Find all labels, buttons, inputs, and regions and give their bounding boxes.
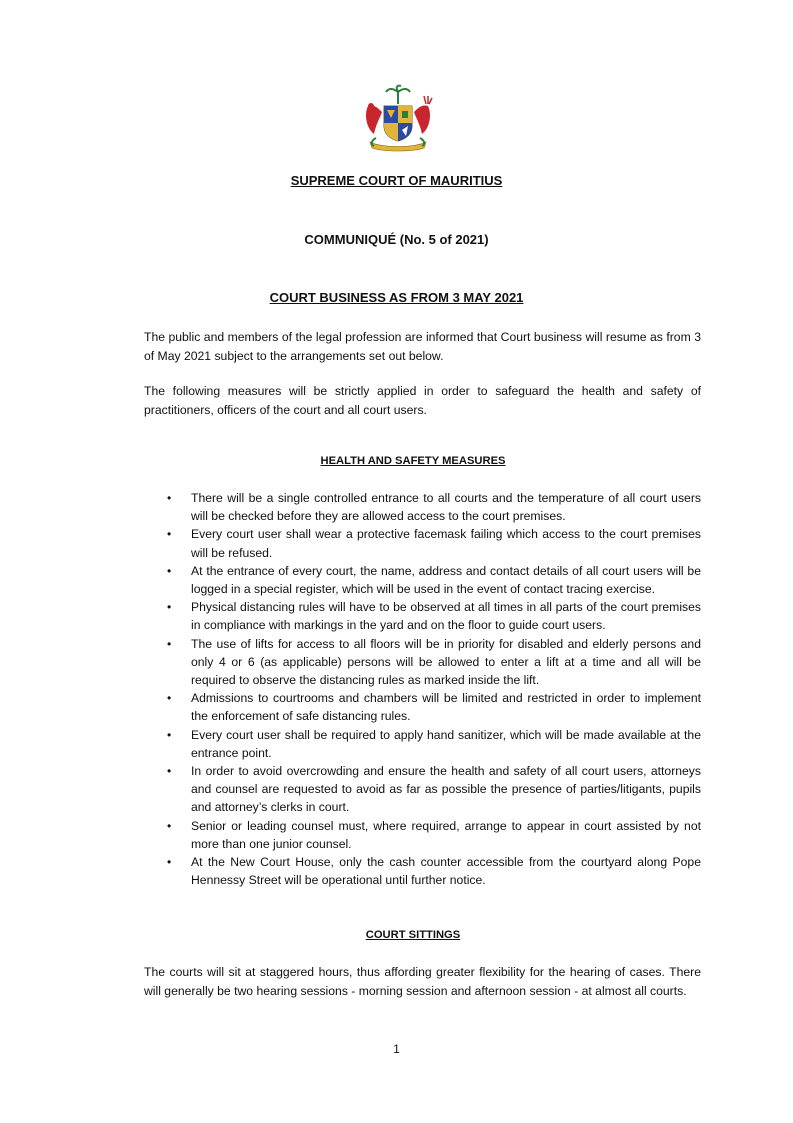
list-item-text: In order to avoid overcrowding and ensure the health and safety of all court users, attorneys and counsel are requested to avoid as far as possible the presence of parties/litigants, pupils and attorney’s clerks in court. bbox=[191, 764, 701, 815]
health-measures-list bbox=[164, 489, 701, 889]
list-item bbox=[164, 525, 701, 561]
bullet-icon: • bbox=[167, 563, 172, 578]
court-name-heading bbox=[0, 173, 793, 188]
bullet-icon: • bbox=[167, 818, 172, 833]
intro-paragraph-1: The public and members of the legal profession are informed that Court business will resume as from 3 of May 2021 subject to the arrangements set out below. bbox=[144, 330, 701, 363]
list-item bbox=[164, 762, 701, 817]
bullet-icon: • bbox=[167, 855, 172, 870]
subject-heading bbox=[0, 290, 793, 305]
bullet-icon: • bbox=[167, 600, 172, 615]
list-item-text: Every court user shall wear a protective facemask failing which access to the court premises will be refused. bbox=[191, 527, 701, 560]
list-item bbox=[164, 726, 701, 762]
list-item bbox=[164, 635, 701, 690]
page-number: 1 bbox=[393, 1042, 400, 1056]
list-item-text: Physical distancing rules will have to be observed at all times in all parts of the court premises in compliance with markings in the yard and on the floor to guide court users. bbox=[191, 600, 701, 633]
list-item-text: At the New Court House, only the cash counter accessible from the courtyard along Pope Hennessy Street will be operational until further notice. bbox=[191, 855, 701, 888]
list-item bbox=[164, 489, 701, 525]
list-item-text: Every court user shall be required to apply hand sanitizer, which will be made available at the entrance point. bbox=[191, 727, 701, 760]
coat-of-arms-logo bbox=[362, 84, 434, 154]
bullet-icon: • bbox=[167, 527, 172, 542]
bullet-icon: • bbox=[167, 764, 172, 779]
list-item-text: There will be a single controlled entrance to all courts and the temperature of all court users will be checked before they are allowed access to the court premises. bbox=[191, 491, 701, 524]
list-item bbox=[164, 853, 701, 889]
list-item-text: At the entrance of every court, the name, address and contact details of all court users will be logged in a special register, which will be used in the event of contact tracing exercise. bbox=[191, 563, 701, 597]
list-item-text: Admissions to courtrooms and chambers will be limited and restricted in order to implement the enforcement of safe distancing rules. bbox=[191, 691, 701, 724]
sittings-section-heading bbox=[0, 929, 793, 941]
subject-text: COURT BUSINESS AS FROM 3 MAY 2021 bbox=[269, 290, 524, 305]
list-item-text: The use of lifts for access to all floors will be in priority for disabled and elderly persons and only 4 or 6 (as applicable) persons will be allowed to enter a lift at a time and all will be required to observe the distancing rules as marked inside the lift. bbox=[191, 636, 701, 688]
sittings-section-title: COURT SITTINGS bbox=[365, 929, 461, 941]
court-name-text: SUPREME COURT OF MAURITIUS bbox=[290, 173, 503, 188]
health-section-heading bbox=[0, 455, 793, 467]
list-item bbox=[164, 817, 701, 853]
intro-paragraph-2: The following measures will be strictly applied in order to safeguard the health and safety of practitioners, officers of the court and all court users. bbox=[144, 384, 701, 417]
sittings-paragraph: The courts will sit at staggered hours, thus affording greater flexibility for the hearing of cases. There will generally be two hearing sessions - morning session and afternoon session - at almost all courts. bbox=[144, 965, 701, 998]
bullet-icon: • bbox=[167, 727, 172, 742]
bullet-icon: • bbox=[167, 491, 172, 505]
list-item bbox=[164, 562, 701, 598]
bullet-icon: • bbox=[167, 691, 172, 706]
list-item bbox=[164, 598, 701, 634]
bullet-icon: • bbox=[167, 636, 172, 651]
communique-text: COMMUNIQUÉ (No. 5 of 2021) bbox=[304, 232, 489, 247]
list-item bbox=[164, 689, 701, 725]
list-item-text: Senior or leading counsel must, where required, arrange to appear in court assisted by not more than one junior counsel. bbox=[191, 818, 701, 851]
communique-heading bbox=[0, 232, 793, 247]
health-section-title: HEALTH AND SAFETY MEASURES bbox=[320, 455, 506, 467]
